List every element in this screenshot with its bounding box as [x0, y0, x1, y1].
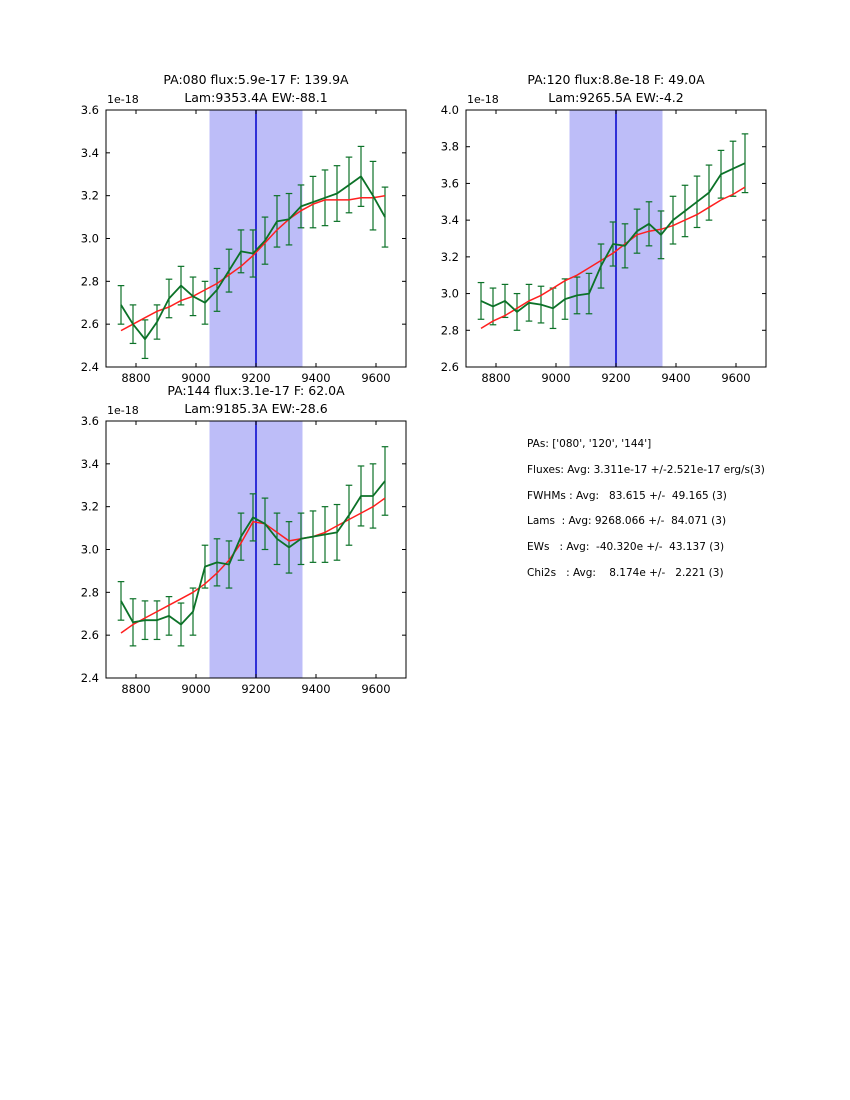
svg-text:3.4: 3.4 — [80, 145, 99, 160]
svg-text:3.0: 3.0 — [440, 286, 459, 301]
svg-text:2.6: 2.6 — [80, 317, 99, 332]
svg-text:3.2: 3.2 — [80, 499, 99, 514]
plot-canvas-pa080 — [36, 40, 428, 392]
svg-text:2.4: 2.4 — [80, 360, 99, 374]
svg-text:8800: 8800 — [481, 371, 511, 385]
svg-text:9400: 9400 — [301, 371, 331, 385]
svg-text:2.8: 2.8 — [440, 323, 459, 338]
plot-title-line1: PA:080 flux:5.9e-17 F: 139.9A — [163, 72, 349, 87]
stat-line-lams: Lams : Avg: 9268.066 +/- 84.071 (3) — [527, 515, 727, 528]
svg-text:9200: 9200 — [241, 682, 271, 696]
svg-text:3.6: 3.6 — [80, 414, 99, 428]
svg-text:3.0: 3.0 — [80, 231, 99, 246]
svg-text:3.0: 3.0 — [80, 542, 99, 557]
svg-text:2.8: 2.8 — [80, 585, 99, 600]
svg-text:3.6: 3.6 — [80, 103, 99, 117]
svg-text:2.4: 2.4 — [80, 671, 99, 685]
y-axis-offset-label: 1e-18 — [107, 93, 139, 106]
stat-line-ews: EWs : Avg: -40.320e +/- 43.137 (3) — [527, 541, 725, 554]
subplot-pa144 — [36, 351, 428, 703]
svg-text:9200: 9200 — [601, 371, 631, 385]
plot-title-line2: Lam:9353.4A EW:-88.1 — [184, 90, 328, 105]
subplot-pa080 — [36, 40, 428, 392]
y-axis-offset-label: 1e-18 — [467, 93, 499, 106]
svg-text:4.0: 4.0 — [440, 103, 459, 117]
plot-title-line1: PA:120 flux:8.8e-18 F: 49.0A — [527, 72, 705, 87]
svg-text:2.6: 2.6 — [80, 628, 99, 643]
svg-text:9000: 9000 — [181, 682, 211, 696]
stat-line-pas: PAs: ['080', '120', '144'] — [527, 438, 652, 450]
plot-title-line2: Lam:9265.5A EW:-4.2 — [548, 90, 684, 105]
svg-text:9600: 9600 — [361, 682, 391, 696]
svg-text:9400: 9400 — [301, 682, 331, 696]
y-axis-offset-label: 1e-18 — [107, 404, 139, 417]
stat-line-fluxes: Fluxes: Avg: 3.311e-17 +/-2.521e-17 erg/s(3) — [527, 463, 765, 476]
svg-text:3.4: 3.4 — [440, 213, 459, 228]
svg-text:3.2: 3.2 — [440, 249, 459, 264]
svg-text:2.6: 2.6 — [440, 360, 459, 374]
subplot-pa120 — [396, 40, 788, 392]
svg-text:3.2: 3.2 — [80, 188, 99, 203]
svg-text:9600: 9600 — [361, 371, 391, 385]
svg-text:9200: 9200 — [241, 371, 271, 385]
svg-text:8800: 8800 — [121, 371, 151, 385]
svg-text:3.8: 3.8 — [440, 139, 459, 154]
svg-text:8800: 8800 — [121, 682, 151, 696]
svg-text:2.8: 2.8 — [80, 274, 99, 289]
plot-title-line2: Lam:9185.3A EW:-28.6 — [184, 401, 328, 416]
svg-text:9600: 9600 — [721, 371, 751, 385]
svg-text:9000: 9000 — [181, 371, 211, 385]
svg-text:9400: 9400 — [661, 371, 691, 385]
stat-line-fwhms: FWHMs : Avg: 83.615 +/- 49.165 (3) — [527, 489, 727, 502]
svg-text:9000: 9000 — [541, 371, 571, 385]
plot-canvas-pa144 — [36, 351, 428, 703]
svg-text:3.4: 3.4 — [80, 456, 99, 471]
stats-panel — [527, 438, 765, 593]
plot-title-line1: PA:144 flux:3.1e-17 F: 62.0A — [167, 383, 345, 398]
plot-canvas-pa120 — [396, 40, 788, 392]
svg-text:3.6: 3.6 — [440, 176, 459, 191]
stat-line-chi2s: Chi2s : Avg: 8.174e +/- 2.221 (3) — [527, 566, 724, 579]
